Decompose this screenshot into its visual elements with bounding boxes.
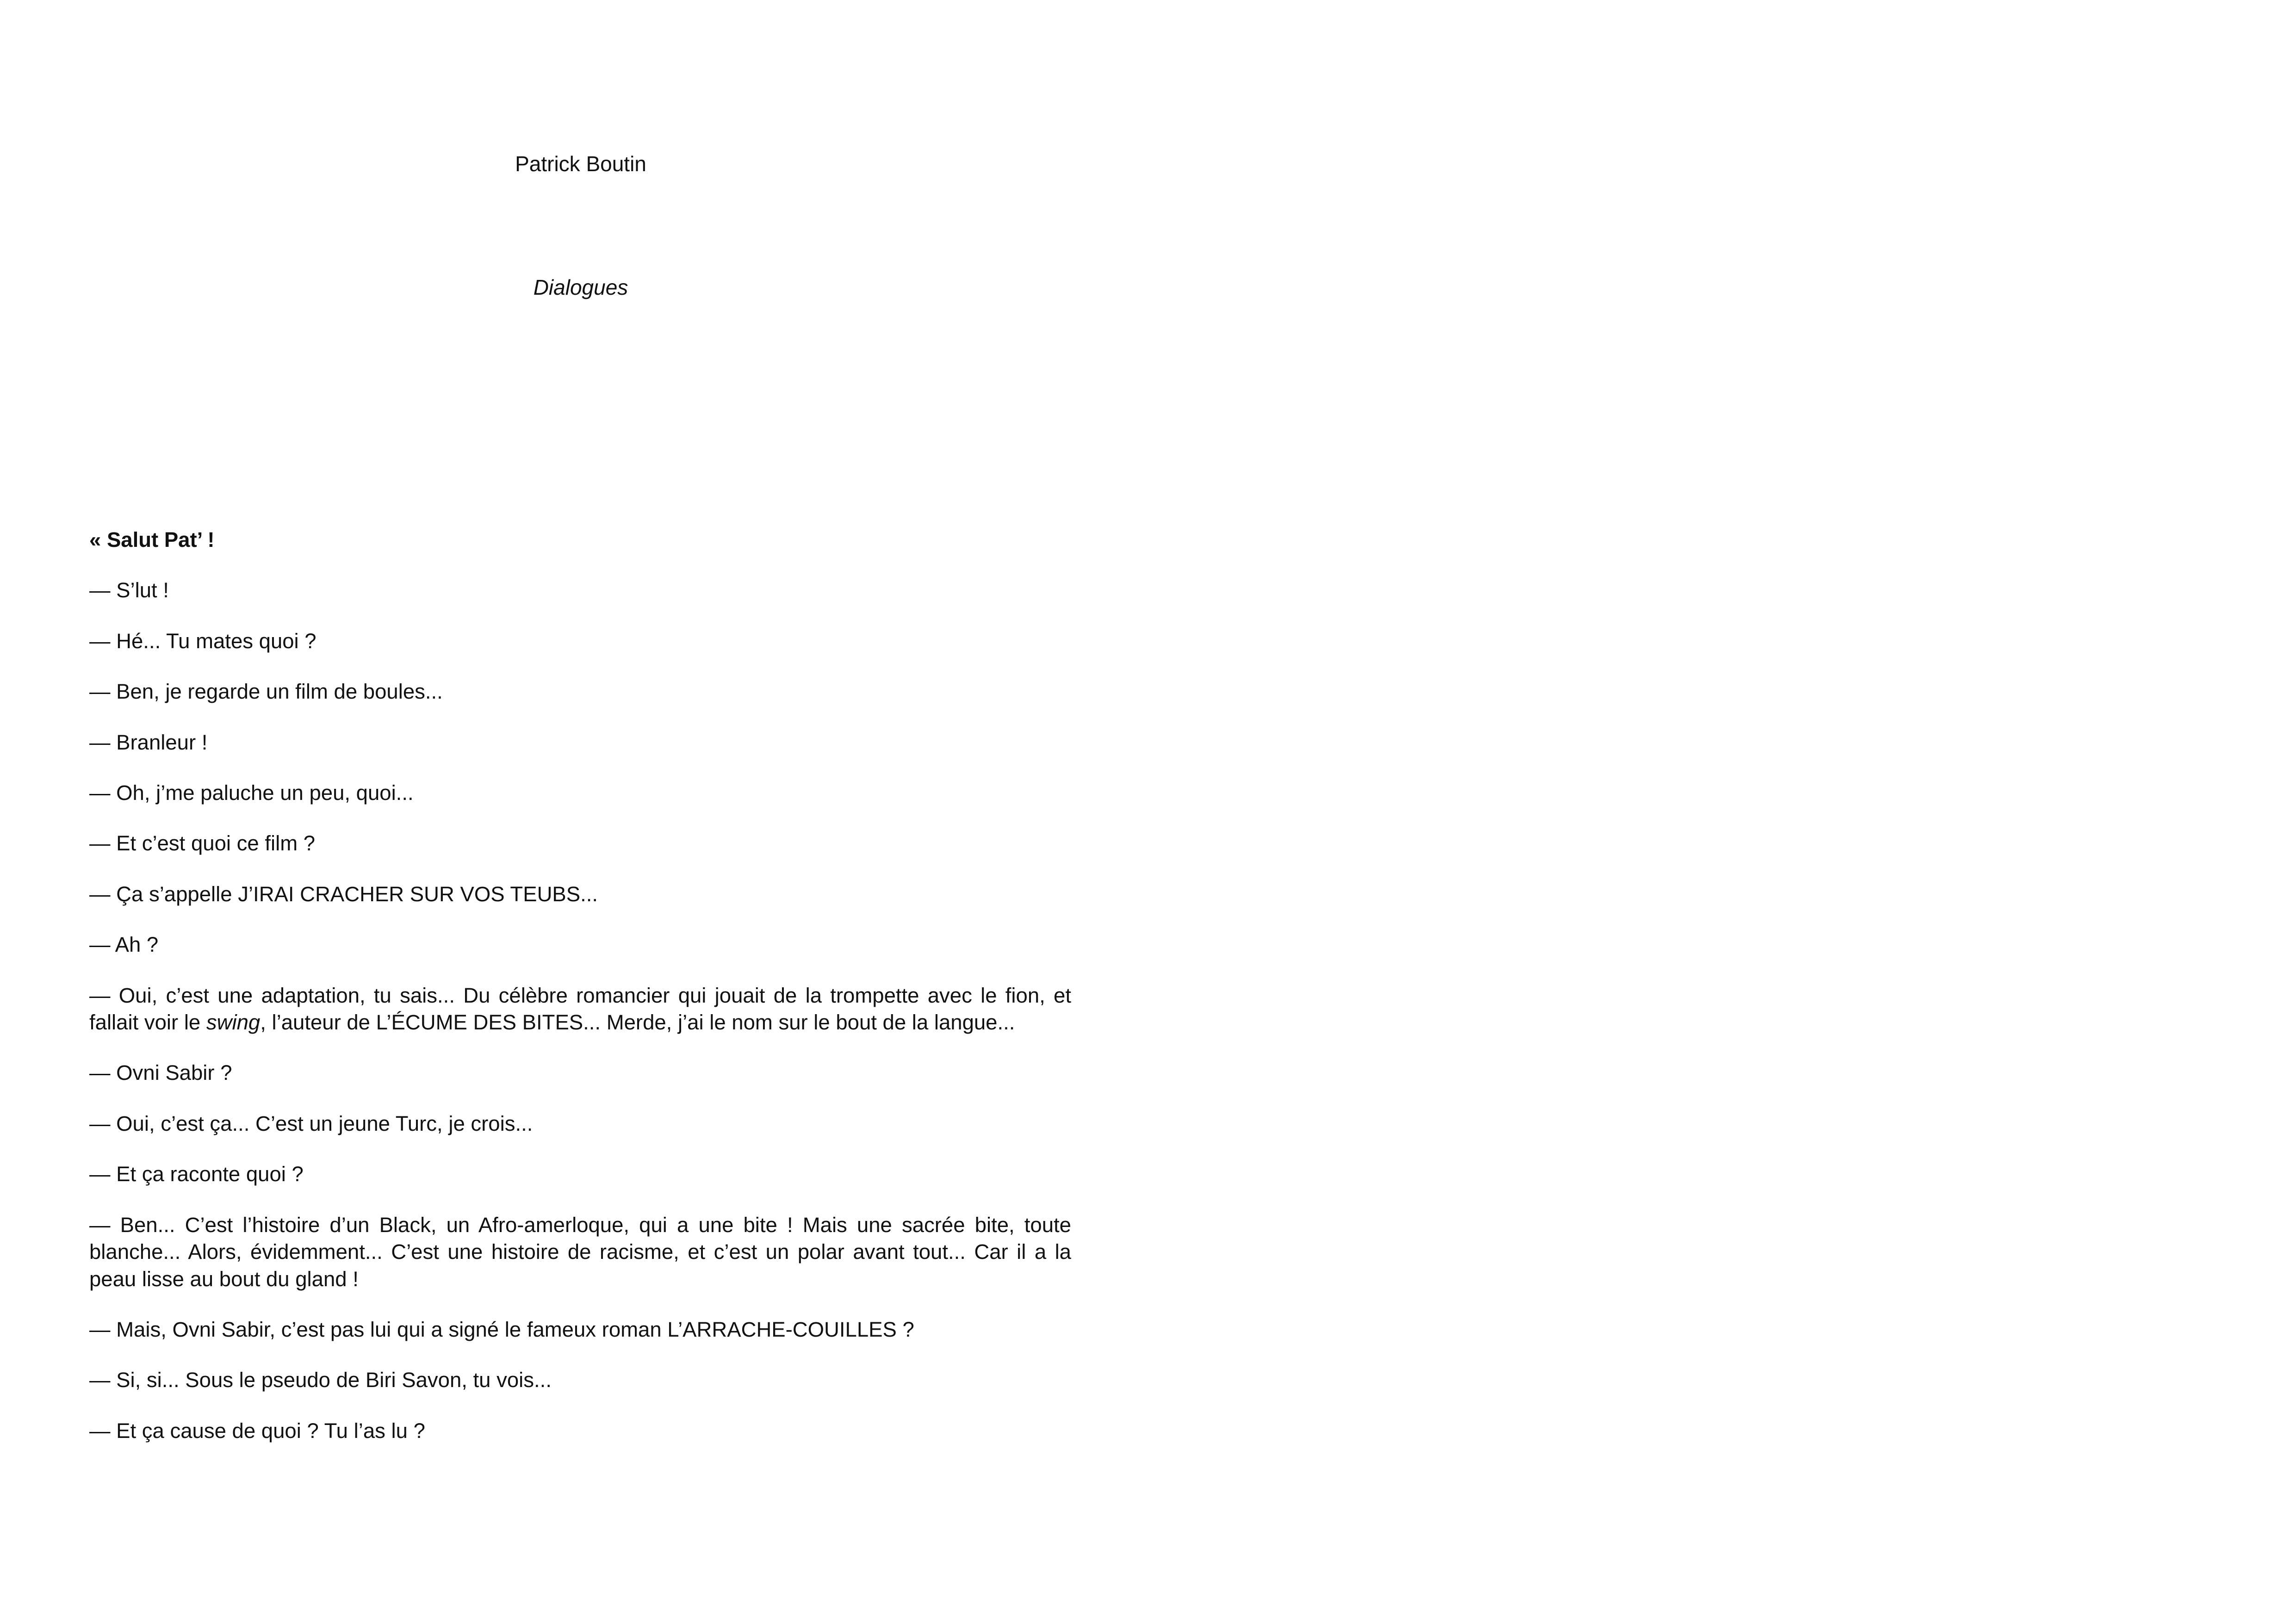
dialogue-line: — Et c’est quoi ce film ?	[89, 831, 316, 855]
right-page	[1148, 0, 2296, 1623]
dialogue-line: — Ça s’appelle J’IRAI CRACHER SUR VOS TEUBS...	[89, 882, 598, 906]
dialogue-line: — Oh, j’me paluche un peu, quoi...	[89, 781, 414, 805]
dialogue-line: — Ben, je regarde un film de boules...	[89, 680, 443, 704]
dialogue-line: — Branleur !	[89, 730, 208, 754]
dialogue-line: — Ah ?	[89, 933, 159, 957]
dialogue-line: — Mais, Ovni Sabir, c’est pas lui qui a signé le fameux roman L’ARRACHE-COUILLES ?	[89, 1317, 914, 1341]
document-subtitle: Dialogues	[533, 275, 628, 299]
dialogue-line: — Et ça cause de quoi ? Tu l’as lu ?	[89, 1419, 425, 1443]
dialogue-column-left	[89, 527, 1071, 1468]
dialogue-line: — Hé... Tu mates quoi ?	[89, 629, 316, 653]
author-name: Patrick Boutin	[515, 152, 646, 176]
dialogue-line: — Et ça raconte quoi ?	[89, 1162, 304, 1186]
swing-line-after: , l’auteur de L’ÉCUME DES BITES... Merde, j’ai le nom sur le bout de la langue...	[260, 1010, 1015, 1035]
dialogue-line: — Oui, c’est ça... C’est un jeune Turc, je crois...	[89, 1111, 533, 1135]
dialogue-line: — Ovni Sabir ?	[89, 1061, 232, 1085]
dialogue-line: — S’lut !	[89, 578, 169, 602]
swing-line-before: — Oui, c’est une adaptation, tu sais... Du célèbre romancier qui jouait de la trompette avec le fion, et fallait voir le	[89, 983, 1071, 1035]
dialogue-heading: « Salut Pat’ !	[89, 528, 215, 551]
dialogue-line: — Si, si... Sous le pseudo de Biri Savon, tu vois...	[89, 1368, 552, 1392]
dialogue-line-swing	[89, 982, 1071, 1036]
swing-line-italic: swing	[206, 1010, 261, 1035]
dialogue-line: — Ben... C’est l’histoire d’un Black, un Afro-amerloque, qui a une bite ! Mais une sacrée bite, toute blanche... Alors, évidemment... C’est une histoire de racisme, et c’est un polar avant tout... Car il a la peau lisse au bout du gland !	[89, 1213, 1071, 1291]
